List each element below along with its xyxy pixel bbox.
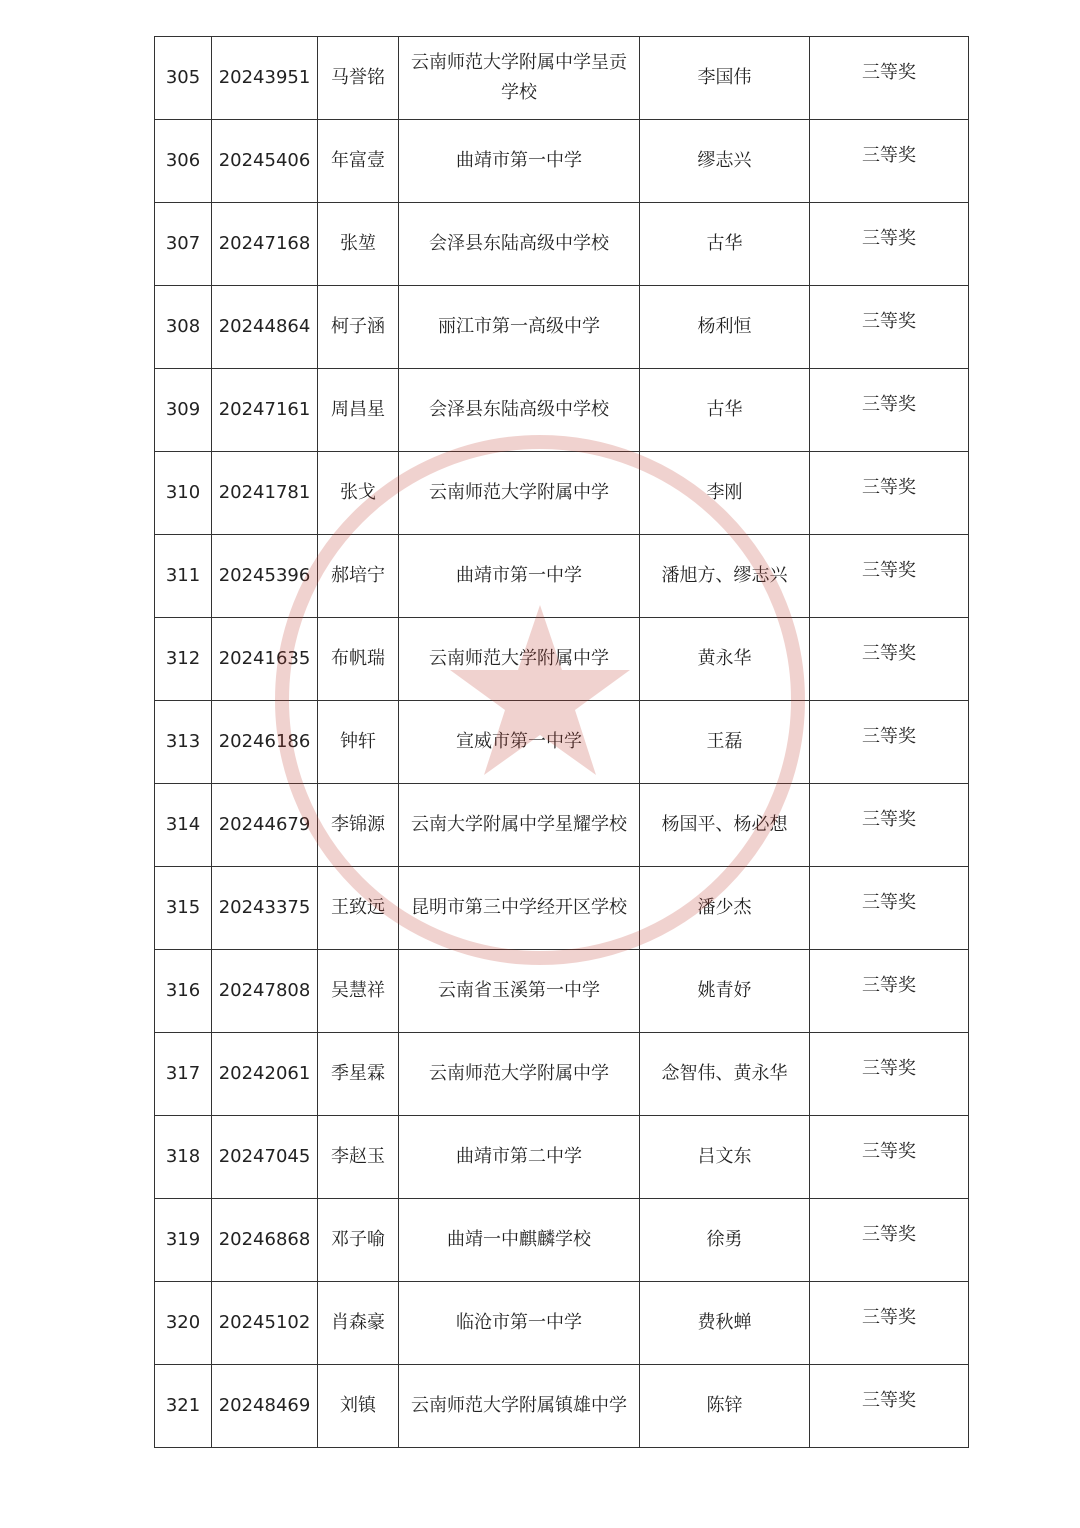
cell-name xyxy=(318,1282,399,1365)
cell-award xyxy=(810,950,969,1033)
cell-award-text: 三等奖 xyxy=(862,1058,916,1079)
table-row xyxy=(155,1199,969,1282)
cell-id-text: 20243375 xyxy=(218,897,311,918)
table-row xyxy=(155,1282,969,1365)
cell-school-text: 丽江市第一高级中学 xyxy=(438,316,600,337)
cell-id xyxy=(212,618,318,701)
cell-school xyxy=(399,1365,640,1448)
cell-id xyxy=(212,1116,318,1199)
cell-name-text: 钟轩 xyxy=(340,731,376,752)
cell-school-text: 宣威市第一中学 xyxy=(456,731,582,752)
cell-award-text: 三等奖 xyxy=(862,1224,916,1245)
cell-award xyxy=(810,452,969,535)
cell-teacher-text: 陈锌 xyxy=(706,1395,743,1416)
cell-teacher-text: 古华 xyxy=(706,399,743,420)
cell-award-text: 三等奖 xyxy=(862,145,916,166)
cell-id xyxy=(212,286,318,369)
cell-teacher xyxy=(640,867,810,950)
cell-name xyxy=(318,1033,399,1116)
cell-school-text: 昆明市第三中学经开区学校 xyxy=(411,897,627,918)
cell-school-text: 曲靖市第一中学 xyxy=(456,565,582,586)
cell-id xyxy=(212,950,318,1033)
cell-no xyxy=(155,37,212,120)
cell-no-text: 307 xyxy=(165,233,201,254)
cell-award xyxy=(810,1199,969,1282)
cell-award xyxy=(810,369,969,452)
cell-award-text: 三等奖 xyxy=(862,1307,916,1328)
cell-id-text: 20245396 xyxy=(218,565,311,586)
cell-award xyxy=(810,701,969,784)
cell-school-text: 云南师范大学附属中学呈贡学校 xyxy=(411,52,627,103)
cell-teacher xyxy=(640,618,810,701)
cell-no-text: 317 xyxy=(165,1063,201,1084)
cell-id-text: 20241635 xyxy=(218,648,311,669)
cell-no-text: 321 xyxy=(165,1395,201,1416)
cell-teacher xyxy=(640,203,810,286)
cell-school-text: 会泽县东陆高级中学校 xyxy=(429,233,609,254)
cell-id-text: 20245406 xyxy=(218,150,311,171)
cell-award-text: 三等奖 xyxy=(862,560,916,581)
cell-school xyxy=(399,701,640,784)
table-row xyxy=(155,37,969,120)
cell-teacher xyxy=(640,950,810,1033)
cell-school xyxy=(399,867,640,950)
cell-teacher xyxy=(640,286,810,369)
cell-school xyxy=(399,369,640,452)
cell-id-text: 20248469 xyxy=(218,1395,311,1416)
cell-school-text: 曲靖市第二中学 xyxy=(456,1146,582,1167)
cell-school xyxy=(399,1033,640,1116)
cell-id xyxy=(212,120,318,203)
cell-teacher xyxy=(640,369,810,452)
cell-no xyxy=(155,1199,212,1282)
cell-teacher-text: 潘少杰 xyxy=(697,897,752,918)
cell-school-text: 云南大学附属中学星耀学校 xyxy=(411,814,627,835)
cell-teacher-text: 黄永华 xyxy=(697,648,752,669)
cell-no xyxy=(155,203,212,286)
cell-school xyxy=(399,286,640,369)
cell-award xyxy=(810,1033,969,1116)
cell-teacher-text: 徐勇 xyxy=(706,1229,743,1250)
cell-name xyxy=(318,1199,399,1282)
cell-id xyxy=(212,784,318,867)
cell-no xyxy=(155,1282,212,1365)
cell-award xyxy=(810,120,969,203)
cell-award-text: 三等奖 xyxy=(862,975,916,996)
cell-award-text: 三等奖 xyxy=(862,477,916,498)
cell-teacher-text: 念智伟、黄永华 xyxy=(661,1063,788,1084)
cell-teacher xyxy=(640,1033,810,1116)
cell-no xyxy=(155,535,212,618)
cell-name-text: 刘镇 xyxy=(340,1395,376,1416)
cell-name-text: 季星霖 xyxy=(331,1063,385,1084)
cell-award xyxy=(810,286,969,369)
cell-no-text: 314 xyxy=(165,814,201,835)
cell-award-text: 三等奖 xyxy=(862,228,916,249)
table-row xyxy=(155,120,969,203)
cell-no-text: 312 xyxy=(165,648,201,669)
cell-name-text: 年富壹 xyxy=(331,150,385,171)
cell-award-text: 三等奖 xyxy=(862,1390,916,1411)
cell-award-text: 三等奖 xyxy=(862,1141,916,1162)
cell-id xyxy=(212,1365,318,1448)
cell-school-text: 会泽县东陆高级中学校 xyxy=(429,399,609,420)
cell-no-text: 308 xyxy=(165,316,201,337)
cell-name-text: 马誉铭 xyxy=(331,67,385,88)
cell-no-text: 320 xyxy=(165,1312,201,1333)
cell-school xyxy=(399,203,640,286)
cell-award-text: 三等奖 xyxy=(862,394,916,415)
cell-no-text: 305 xyxy=(165,67,201,88)
cell-teacher xyxy=(640,1116,810,1199)
cell-name xyxy=(318,286,399,369)
cell-award xyxy=(810,203,969,286)
cell-teacher-text: 王磊 xyxy=(706,731,743,752)
cell-school xyxy=(399,1282,640,1365)
cell-award-text: 三等奖 xyxy=(862,809,916,830)
cell-no xyxy=(155,618,212,701)
cell-no-text: 316 xyxy=(165,980,201,1001)
cell-id-text: 20241781 xyxy=(218,482,311,503)
cell-name-text: 吴慧祥 xyxy=(331,980,385,1001)
cell-teacher xyxy=(640,784,810,867)
cell-teacher-text: 李刚 xyxy=(706,482,743,503)
cell-school-text: 云南师范大学附属镇雄中学 xyxy=(411,1395,627,1416)
cell-id-text: 20247168 xyxy=(218,233,311,254)
cell-no-text: 318 xyxy=(165,1146,201,1167)
cell-id-text: 20247161 xyxy=(218,399,311,420)
cell-teacher-text: 费秋蝉 xyxy=(697,1312,752,1333)
cell-no xyxy=(155,1033,212,1116)
cell-id-text: 20244679 xyxy=(218,814,311,835)
cell-school xyxy=(399,950,640,1033)
cell-teacher-text: 古华 xyxy=(706,233,743,254)
cell-award-text: 三等奖 xyxy=(862,62,916,83)
cell-school-text: 云南师范大学附属中学 xyxy=(429,648,609,669)
cell-no xyxy=(155,369,212,452)
cell-school xyxy=(399,784,640,867)
cell-no xyxy=(155,867,212,950)
cell-id-text: 20247045 xyxy=(218,1146,311,1167)
table-row xyxy=(155,618,969,701)
cell-award-text: 三等奖 xyxy=(862,643,916,664)
cell-name xyxy=(318,535,399,618)
cell-school xyxy=(399,1116,640,1199)
table-row xyxy=(155,452,969,535)
cell-id xyxy=(212,535,318,618)
cell-award xyxy=(810,784,969,867)
table-row xyxy=(155,784,969,867)
cell-id-text: 20245102 xyxy=(218,1312,311,1333)
cell-name xyxy=(318,452,399,535)
cell-no-text: 309 xyxy=(165,399,201,420)
cell-no-text: 315 xyxy=(165,897,201,918)
cell-school xyxy=(399,1199,640,1282)
cell-name xyxy=(318,950,399,1033)
cell-name-text: 张堃 xyxy=(340,233,376,254)
cell-name-text: 李赵玉 xyxy=(331,1146,385,1167)
table-row xyxy=(155,950,969,1033)
award-table xyxy=(154,36,969,1448)
cell-award xyxy=(810,37,969,120)
cell-id-text: 20242061 xyxy=(218,1063,311,1084)
cell-id xyxy=(212,1033,318,1116)
cell-school xyxy=(399,618,640,701)
cell-name-text: 李锦源 xyxy=(331,814,385,835)
cell-school-text: 临沧市第一中学 xyxy=(456,1312,582,1333)
cell-name-text: 张戈 xyxy=(340,482,376,503)
cell-award xyxy=(810,1365,969,1448)
cell-teacher-text: 吕文东 xyxy=(697,1146,752,1167)
cell-name xyxy=(318,701,399,784)
cell-name xyxy=(318,203,399,286)
cell-id-text: 20247808 xyxy=(218,980,311,1001)
cell-no xyxy=(155,950,212,1033)
cell-teacher-text: 李国伟 xyxy=(697,67,752,88)
cell-teacher-text: 姚青妤 xyxy=(697,980,752,1001)
cell-school-text: 曲靖一中麒麟学校 xyxy=(447,1229,591,1250)
cell-name xyxy=(318,784,399,867)
cell-teacher xyxy=(640,535,810,618)
cell-name-text: 王致远 xyxy=(331,897,385,918)
cell-name xyxy=(318,867,399,950)
table-row xyxy=(155,369,969,452)
cell-school xyxy=(399,120,640,203)
table-row xyxy=(155,535,969,618)
cell-no xyxy=(155,452,212,535)
cell-school-text: 云南省玉溪第一中学 xyxy=(438,980,600,1001)
table-row xyxy=(155,1365,969,1448)
cell-no-text: 319 xyxy=(165,1229,201,1250)
cell-teacher xyxy=(640,37,810,120)
cell-teacher xyxy=(640,1199,810,1282)
cell-teacher xyxy=(640,452,810,535)
cell-id xyxy=(212,867,318,950)
cell-school xyxy=(399,535,640,618)
cell-id xyxy=(212,203,318,286)
cell-award-text: 三等奖 xyxy=(862,892,916,913)
cell-teacher xyxy=(640,701,810,784)
cell-name xyxy=(318,37,399,120)
cell-school xyxy=(399,452,640,535)
cell-teacher-text: 杨利恒 xyxy=(697,316,752,337)
cell-name xyxy=(318,1116,399,1199)
cell-id-text: 20244864 xyxy=(218,316,311,337)
cell-school-text: 曲靖市第一中学 xyxy=(456,150,582,171)
cell-award xyxy=(810,535,969,618)
cell-name xyxy=(318,1365,399,1448)
cell-teacher xyxy=(640,120,810,203)
award-table-body xyxy=(155,37,969,1448)
cell-no xyxy=(155,1116,212,1199)
cell-id xyxy=(212,1199,318,1282)
cell-no-text: 313 xyxy=(165,731,201,752)
cell-no xyxy=(155,1365,212,1448)
cell-name-text: 郝培宁 xyxy=(331,565,385,586)
table-row xyxy=(155,1116,969,1199)
cell-name-text: 邓子喻 xyxy=(331,1229,385,1250)
cell-name-text: 柯子涵 xyxy=(331,316,385,337)
cell-name-text: 肖森豪 xyxy=(331,1312,385,1333)
cell-no-text: 306 xyxy=(165,150,201,171)
cell-award xyxy=(810,618,969,701)
cell-no xyxy=(155,120,212,203)
cell-id xyxy=(212,37,318,120)
cell-teacher-text: 缪志兴 xyxy=(697,150,752,171)
table-row xyxy=(155,867,969,950)
cell-teacher xyxy=(640,1282,810,1365)
cell-id-text: 20243951 xyxy=(218,67,311,88)
cell-name xyxy=(318,618,399,701)
cell-no xyxy=(155,701,212,784)
cell-name-text: 布帆瑞 xyxy=(331,648,385,669)
cell-no-text: 310 xyxy=(165,482,201,503)
cell-award-text: 三等奖 xyxy=(862,726,916,747)
table-row xyxy=(155,286,969,369)
cell-school-text: 云南师范大学附属中学 xyxy=(429,482,609,503)
table-row xyxy=(155,1033,969,1116)
cell-award-text: 三等奖 xyxy=(862,311,916,332)
cell-name xyxy=(318,369,399,452)
cell-id xyxy=(212,1282,318,1365)
cell-id xyxy=(212,701,318,784)
cell-id xyxy=(212,369,318,452)
cell-teacher-text: 潘旭方、缪志兴 xyxy=(661,565,788,586)
cell-award xyxy=(810,867,969,950)
table-row xyxy=(155,701,969,784)
cell-award xyxy=(810,1116,969,1199)
cell-id-text: 20246186 xyxy=(218,731,311,752)
cell-id xyxy=(212,452,318,535)
cell-award xyxy=(810,1282,969,1365)
cell-teacher xyxy=(640,1365,810,1448)
cell-no-text: 311 xyxy=(165,565,201,586)
cell-no xyxy=(155,286,212,369)
cell-no xyxy=(155,784,212,867)
table-row xyxy=(155,203,969,286)
cell-school xyxy=(399,37,640,120)
cell-name xyxy=(318,120,399,203)
cell-teacher-text: 杨国平、杨必想 xyxy=(661,814,788,835)
cell-id-text: 20246868 xyxy=(218,1229,311,1250)
cell-school-text: 云南师范大学附属中学 xyxy=(429,1063,609,1084)
cell-name-text: 周昌星 xyxy=(331,399,385,420)
